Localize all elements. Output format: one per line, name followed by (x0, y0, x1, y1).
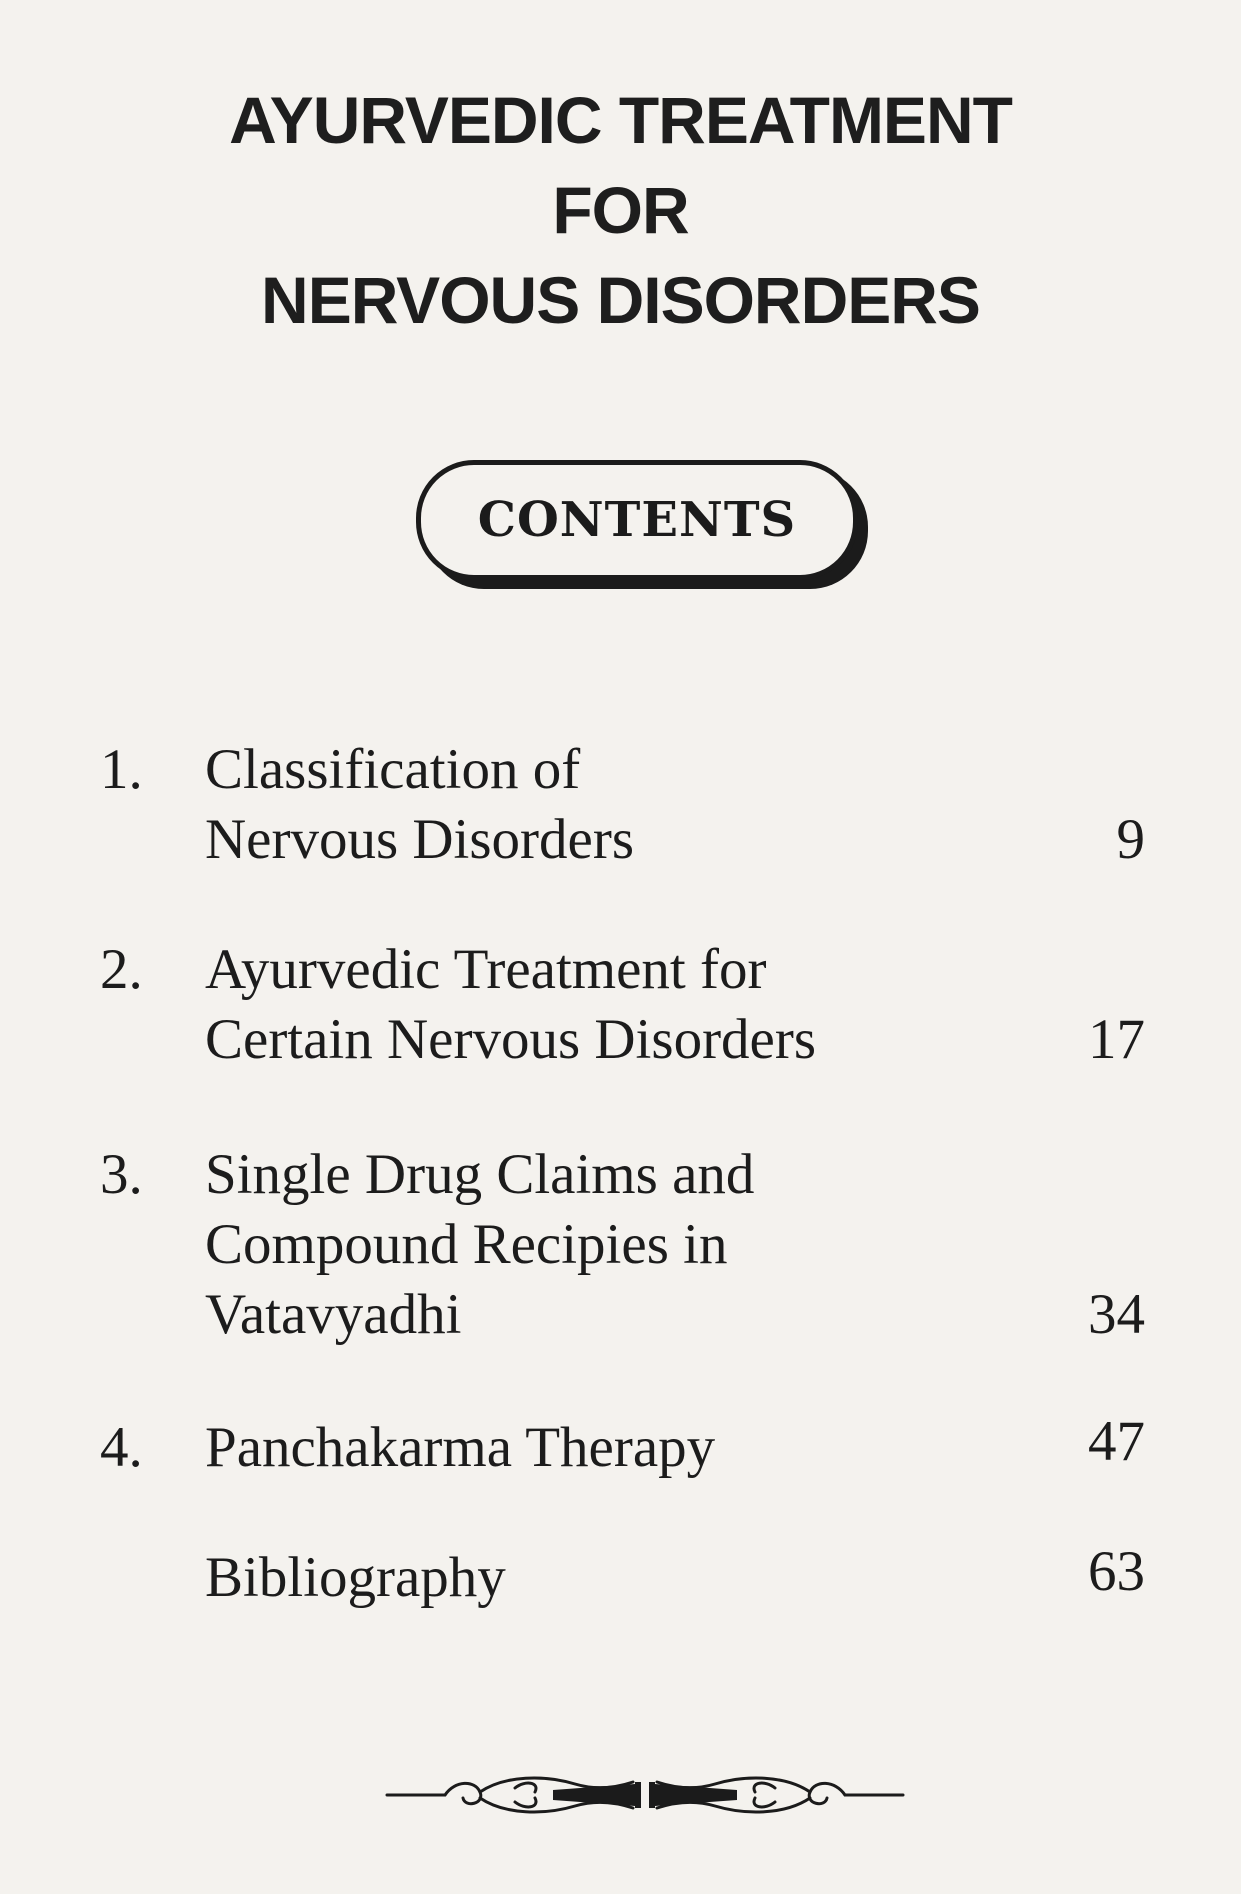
toc-entry-number: 3. (100, 1143, 143, 1206)
toc-entry-title (205, 735, 965, 875)
toc-entry-title (205, 1543, 965, 1613)
toc-entry-title-line: Certain Nervous Disorders (205, 1008, 817, 1071)
toc-entry-page: 47 (1088, 1410, 1145, 1473)
contents-heading-box (416, 460, 858, 580)
toc-entry-number: 4. (100, 1416, 143, 1479)
toc-entry-page: 17 (1088, 1008, 1145, 1071)
toc-entry-title-line: Compound Recipies in (205, 1213, 728, 1276)
toc-entry-title (205, 935, 965, 1075)
book-title-line-1: AYURVEDIC TREATMENT (229, 83, 1012, 157)
toc-entry-title (205, 1140, 965, 1350)
toc-entry-page: 63 (1088, 1540, 1145, 1603)
book-title-line-2: FOR (552, 173, 689, 247)
decorative-scroll-ornament-icon (385, 1770, 905, 1820)
contents-heading: CONTENTS (477, 492, 797, 548)
toc-entry-title-line: Classification of (205, 738, 581, 801)
toc-entry-title-line: Vatavyadhi (205, 1283, 462, 1346)
toc-entry-page: 34 (1088, 1283, 1145, 1346)
toc-entry-page: 9 (1116, 808, 1145, 871)
book-title-line-3: NERVOUS DISORDERS (261, 263, 980, 337)
toc-entry-title-line: Single Drug Claims and (205, 1143, 755, 1206)
toc-entry-title-line: Ayurvedic Treatment for (205, 938, 767, 1001)
toc-entry-number: 2. (100, 938, 143, 1001)
toc-entry-number: 1. (100, 738, 143, 801)
toc-entry-title (205, 1413, 965, 1483)
toc-entry-title-line: Bibliography (205, 1546, 506, 1609)
toc-entry-title-line: Panchakarma Therapy (205, 1416, 716, 1479)
toc-entry-title-line: Nervous Disorders (205, 808, 635, 871)
